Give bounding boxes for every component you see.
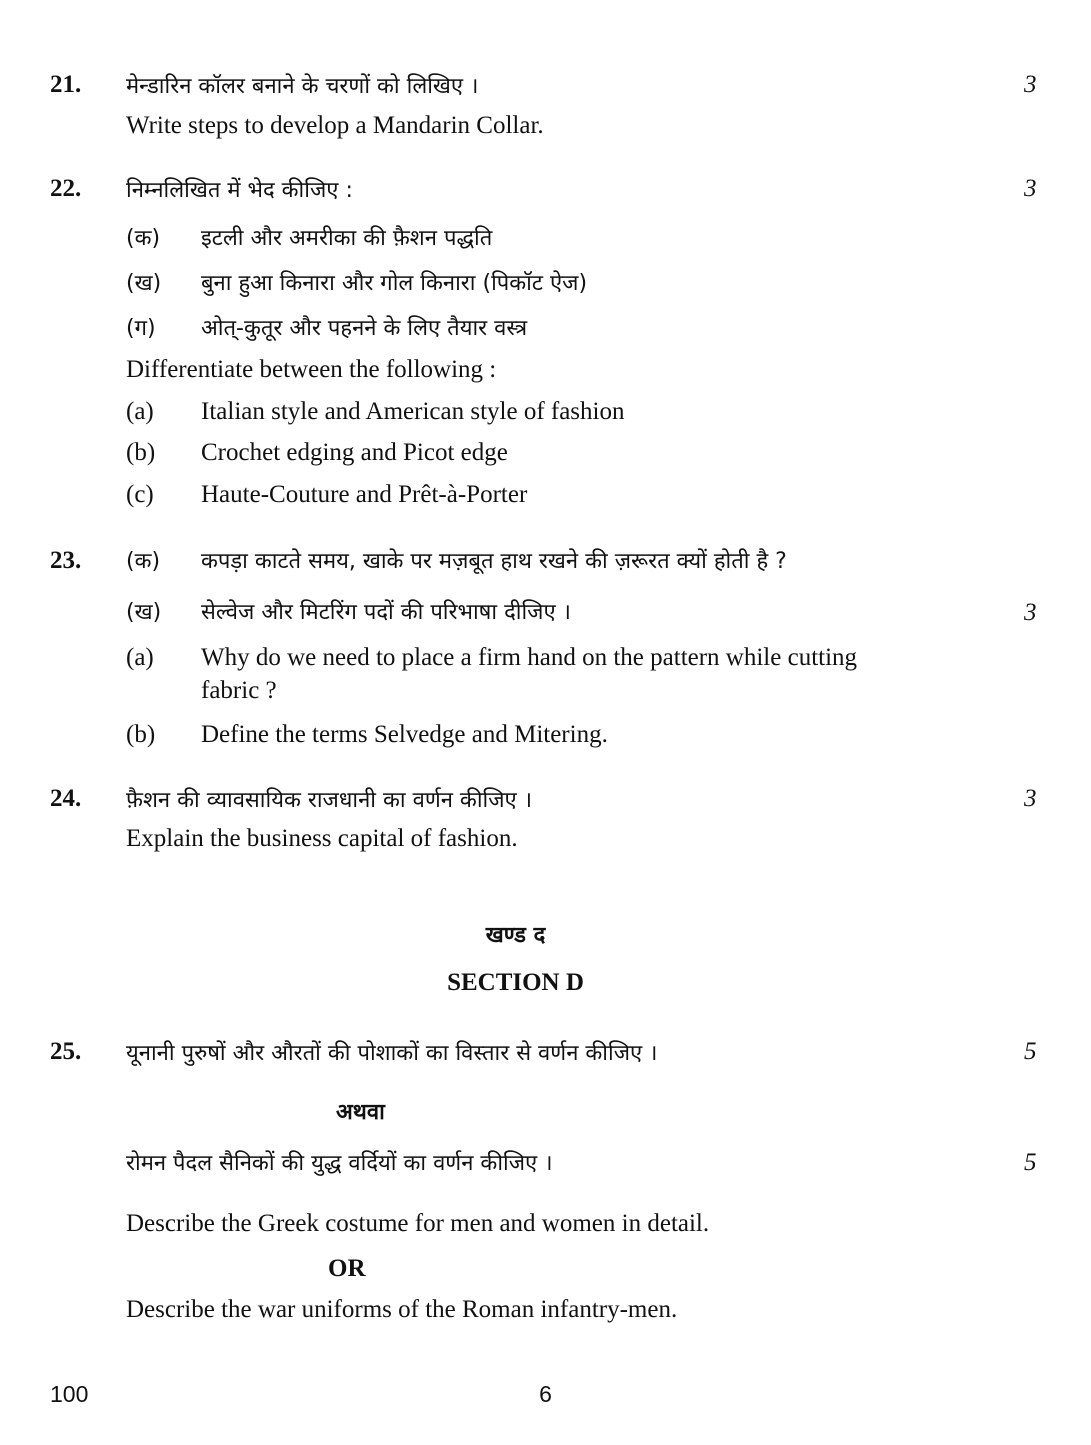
q22-english-item-text: Haute-Couture and Prêt-à-Porter xyxy=(201,481,528,508)
q25-alt-hindi-text: रोमन पैदल सैनिकों की युद्ध वर्दियों का वर्णन कीजिए । xyxy=(126,1151,553,1176)
question-number-23: 23. xyxy=(50,547,82,574)
q21-english-text: Write steps to develop a Mandarin Collar. xyxy=(126,112,544,139)
q23-english-item-label: (b) xyxy=(126,721,156,748)
q21-marks: 3 xyxy=(1024,71,1037,98)
q25-english-text: Describe the Greek costume for men and women in detail. xyxy=(126,1210,710,1237)
q22-english-text: Differentiate between the following : xyxy=(126,356,497,383)
question-number-24: 24. xyxy=(50,785,82,812)
q21-hindi-text: मेन्डारिन कॉलर बनाने के चरणों को लिखिए । xyxy=(126,74,479,99)
q22-english-item-label: (a) xyxy=(126,398,154,425)
q23-hindi-item-label: (ख) xyxy=(126,600,162,625)
q25-alt-english-text: Describe the war uniforms of the Roman infantry-men. xyxy=(126,1296,678,1323)
q23-english-item-text-continued: fabric ? xyxy=(201,677,277,704)
footer-page-number: 6 xyxy=(539,1381,552,1407)
footer-paper-code: 100 xyxy=(50,1381,89,1407)
q22-hindi-item-text: बुना हुआ किनारा और गोल किनारा (पिकॉट ऐज) xyxy=(201,271,588,296)
q22-english-item-label: (c) xyxy=(126,481,154,508)
q22-hindi-item-label: (ख) xyxy=(126,271,162,296)
q23-english-item-text: Why do we need to place a firm hand on the pattern while cutting xyxy=(201,644,858,671)
q22-english-item-label: (b) xyxy=(126,439,156,466)
or-separator-english: OR xyxy=(328,1255,366,1282)
q24-hindi-text: फ़ैशन की व्यावसायिक राजधानी का वर्णन कीजिए । xyxy=(126,788,533,813)
q23-english-item-text: Define the terms Selvedge and Mitering. xyxy=(201,721,608,748)
q22-hindi-text: निम्नलिखित में भेद कीजिए : xyxy=(126,178,353,203)
q24-marks: 3 xyxy=(1024,785,1037,812)
q22-english-item-text: Crochet edging and Picot edge xyxy=(201,439,508,466)
section-heading-hindi: खण्ड द xyxy=(485,923,546,948)
q24-english-text: Explain the business capital of fashion. xyxy=(126,825,518,852)
q22-marks: 3 xyxy=(1024,175,1037,202)
q23-marks: 3 xyxy=(1024,599,1037,626)
question-number-25: 25. xyxy=(50,1038,82,1065)
q22-hindi-item-label: (ग) xyxy=(126,316,156,341)
or-separator-hindi: अथवा xyxy=(336,1100,385,1125)
q22-hindi-item-text: इटली और अमरीका की फ़ैशन पद्धति xyxy=(201,226,493,251)
q25-alt-marks: 5 xyxy=(1024,1149,1037,1176)
section-heading-english: SECTION D xyxy=(447,969,584,996)
q25-marks: 5 xyxy=(1024,1038,1037,1065)
question-number-21: 21. xyxy=(50,71,82,98)
q22-english-item-text: Italian style and American style of fashion xyxy=(201,398,625,425)
q23-hindi-item-label: (क) xyxy=(126,549,161,574)
q22-hindi-item-text: ओत्-कुतूर और पहनने के लिए तैयार वस्त्र xyxy=(201,316,528,341)
q25-hindi-text: यूनानी पुरुषों और औरतों की पोशाकों का विस्तार से वर्णन कीजिए । xyxy=(126,1041,658,1066)
q22-hindi-item-label: (क) xyxy=(126,226,161,251)
question-number-22: 22. xyxy=(50,175,82,202)
q23-english-item-label: (a) xyxy=(126,644,154,671)
q23-hindi-item-text: सेल्वेज और मिटरिंग पदों की परिभाषा दीजिए । xyxy=(201,600,571,625)
q23-hindi-item-text: कपड़ा काटते समय, खाके पर मज़बूत हाथ रखने की ज़रूरत क्यों होती है ? xyxy=(201,549,787,574)
